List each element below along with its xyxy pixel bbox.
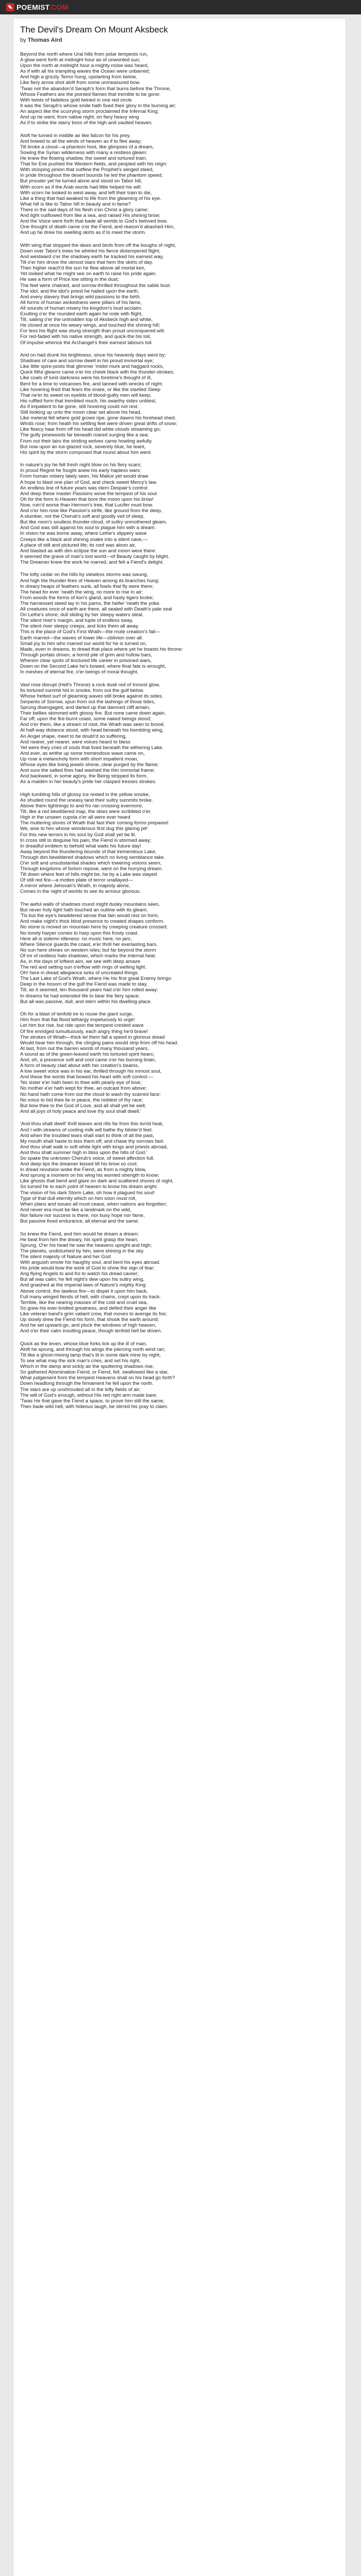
poem-line: In meshes of eternal fire, o'er beings of moral thought. <box>20 669 139 675</box>
poem-line: There in the sad days of his flesh s'en Christ a glory came; <box>20 207 149 213</box>
poem-line: No lonely harper comes to harp upon this frosty coast. <box>20 930 139 936</box>
poem-line: With wing that stripped the dews and birds from off the boughs of night, <box>20 242 176 248</box>
poem-line: Like ghosts that bend and glare on dark and scattered shores of night, <box>20 1178 174 1184</box>
poem-line: As if with all his trampling waves the Ocean were unbarred; <box>20 69 150 75</box>
poem-line: All forms of human wickedness were pillars of his fame, <box>20 299 142 306</box>
poem-line: His pride would bow the work of God to show the sign of fear; <box>20 1265 155 1272</box>
poem-line: With twists of fadeless gold twined in one red circle <box>20 97 132 103</box>
poem-line: Through portals driven, a horrid pile of grim and hollow bars, <box>20 652 152 658</box>
poem-line: The muttering stores of Wrath that fast their coming forms prepared: <box>20 820 169 826</box>
poem-line: Away beyond the thundering bounds of that tremendous Lake, <box>20 849 157 855</box>
poem-stanza <box>20 462 340 565</box>
poem-line: Then bade wild hell, with hideous laugh, be stirred his pray to claim. <box>20 1403 169 1410</box>
poem-line: At last, from out the barren womb of many thousand years, <box>20 1045 149 1052</box>
poem-line: In dreams he had extended life to bear the fiery space; <box>20 993 140 999</box>
poem-line: No hand hath come from out the cloud to wash thy scarred face; <box>20 1091 161 1097</box>
poem-line: And up he drew his swelling skirts as if to meet the storm. <box>20 230 146 236</box>
poem-line: The silent river's margin, and tuple of endless sway, <box>20 618 134 624</box>
poem-line: High in the unseen cupola o'er all were ever heard <box>20 815 130 821</box>
poem-line: He beat from him the dreary, his spirit grasp the heart, <box>20 1236 139 1243</box>
poem-line: An Angel shape, meet to be doubt'd so suffering, <box>20 733 127 739</box>
poem-line: Above them lightnings to and fro ran crossing evermore, <box>20 803 143 809</box>
poem-stanza <box>20 682 340 785</box>
poem-line: The gulfy pinewoods far beneath roared surging like a sea; <box>20 432 149 438</box>
poem-line: Creeps like a black and shining snake into a silent cave,— <box>20 536 148 543</box>
poem-line: Of fire enridged tumultuously, each angry thing he'd brave! <box>20 1028 149 1035</box>
poem-line: And on had drunk his brightness, since his heavenly days went by; <box>20 352 166 359</box>
poem-line: And deep lips the dreamer kissed till his brow so cool. <box>20 1161 138 1167</box>
poem-line: And bowed to all the winds of heaven as if to flee away; <box>20 138 142 144</box>
poem-line: All creatures once of earth are there, all sealed with Death's pale seal <box>20 606 172 613</box>
poem-line: The Dreamer knew the work he marred, and felt a Fiend's delight. <box>20 559 164 565</box>
poem-line: A hope to blast one plan of God, and check sweet Mercy's law. <box>20 479 157 485</box>
poem-line: The planets, undisturbed by him, were shining in the sky. <box>20 1248 144 1254</box>
poem-line: And nearer, yet nearer, were voices heard to bless <box>20 739 130 745</box>
poem-line: No sun here shines on western isles; but far beyond the storm <box>20 947 156 953</box>
poem-line: We, woe to him whose wonderous first dug this glaring pit! <box>20 826 148 832</box>
poem-line: He knew the flowing shadow, the sweet and tortured train, <box>20 156 147 162</box>
poem-line: Whose fretted surf of gleaming waves still broke against its sides. <box>20 693 163 699</box>
poem-line: Yet were they cries of souls that lived beneath the withering Lake. <box>20 744 164 751</box>
poem-line: Up slowly drew the Fiend his form, that shook the earth around; <box>20 1317 159 1323</box>
poem-line: The red and setting sun o'erflow with rings of welling light. <box>20 964 147 971</box>
poem-line: The idol, and the idol's priest he hailed upon the earth, <box>20 288 139 294</box>
poem-line: An aspect like the scurrying storm proclaimed the Infernal King; <box>20 108 159 114</box>
poem-line: The awful walls of shadows round might dusky mountains seen, <box>20 902 160 908</box>
poem-line: In proud Regret he fought anew his early hapless wars; <box>20 468 141 474</box>
poem-line: And o'er their calm insulting peace, though tenfold hell be driven. <box>20 1328 162 1334</box>
poem-line: Till broke a cloud—a phantom host, like glimpses of a dream, <box>20 144 154 150</box>
poem-line: Deep in the bosom of the gulf the Fiend was made to stay, <box>20 981 148 988</box>
poem-line: Aloft he turned in middle air like falcon for his prey, <box>20 132 131 139</box>
poem-line: In nature's joy he felt fresh night blow on his fiery scars; <box>20 462 142 468</box>
poem-line: Like little spire-posts that glimmer 'midst murk and haggard rocks, <box>20 364 164 370</box>
poem-line: Shadows of care and sorrow dwelt in his proud immortal eye; <box>20 358 154 364</box>
poem-line: As if impatient to be gone, still hovering could not rest. <box>20 403 139 410</box>
poem-line: Till, like a red bewildered map, the skies were scribbled o'er. <box>20 809 152 815</box>
poem-line: And blasted as with dim eclipse the sun and moon were there: <box>20 548 156 554</box>
poem-line: Like coals of lurid darkness were his foretime's thought of ill, <box>20 375 152 381</box>
poem-line: This is the place of God's First Wrath—the mute creation's fall— <box>20 629 160 635</box>
poem-line: And I with streams of cooling milk will bathe thy blister'd feet. <box>20 1127 153 1133</box>
poem-line: Whose eyes like living jewels shone, clear purged by the flame; <box>20 761 159 768</box>
poem-line: 'Twas He that gave the Fiend a space, to prove him still the same; <box>20 1398 165 1404</box>
poem-line: For red-faded with his native strength, and quick-the his toil, <box>20 334 151 340</box>
poem-line: Of impulse whence the Archangel's their earnest labours toil. <box>20 340 153 346</box>
poem-line: And high the thunder-fires of Heaven among its branches hung; <box>20 578 159 584</box>
poem-line: So spake the unknown Cherub's voice, of sweet affection full, <box>20 1155 155 1161</box>
poem-line: To see what may the sick man's cries, and set his right, <box>20 1358 141 1364</box>
poem-line: As a maiden in her beauty's pride her clasped tresses strokes. <box>20 779 157 785</box>
poem-line: Down headlong through the firmament he fell upon the north. <box>20 1381 154 1387</box>
poem-line: Whose Feathers are the pointed flames that tremble to be gone: <box>20 91 160 97</box>
poem-line: So gathered Abomination Fiend, or Fiend, fell, swallowed like a star, <box>20 1369 169 1376</box>
poem-line: 'And thou shalt dwell' thrill leaves and rills far from this torrid heat, <box>20 1121 163 1127</box>
poem-line: But now upon an ice-glazed rock, severely blue, he leant, <box>20 444 146 450</box>
poem-line: Above control, the lawless fire—to dispel it upon him back, <box>20 1288 148 1294</box>
poem-line: Like hovering fired that fears the snare, or like the startled Sleep <box>20 386 160 393</box>
poem-line: Which in the damp and sickly air the sputtering shadows rise, <box>20 1364 154 1370</box>
poem-line: For this new terrors in his soul by God shall yet be lit. <box>20 832 137 838</box>
poem-line: No stone is moved on mountain here by creeping creature crossed; <box>20 924 168 930</box>
poem-line: And high a grizzly Terror hung, upstarting from below, <box>20 74 137 80</box>
poem-line: 'Tis but the eye's bewildered sense that fain would rest on form, <box>20 913 159 919</box>
poem-line: Up rose a melancholy form with short impatient moan, <box>20 756 139 762</box>
poem-line: As shuded round the uneasy land their sultry summits broke. <box>20 797 153 803</box>
poem-body <box>20 52 340 1416</box>
poem-line: The silent river sleepy creeps, and licks them all away. <box>20 623 139 630</box>
poem-line: That for Eve pushed the Western fields, and peopled with his reign: <box>20 161 168 167</box>
logo-wordmark: POEMIST <box>17 3 49 11</box>
poem-line: From human misery lately seen, his Malice yet would draw <box>20 473 149 480</box>
poem-line: From woods the forms of lion's gland, and hasty tigers broke; <box>20 595 154 601</box>
poem-stanza <box>20 572 340 675</box>
poem-line: With anguish smote his haughty soul, and bent his eyes abroad. <box>20 1260 160 1266</box>
poem-line: And sprung a moment on his wing his worried strength to know; <box>20 1173 159 1179</box>
poem-line: But bow thee to the God of Love, and all shall yet be well, <box>20 1103 146 1109</box>
poem-line: Like fleecy haar from off his head did white clouds streaming go; <box>20 427 161 433</box>
poem-line: Earth marred—the waves of lower life—oblivion over all. <box>20 635 143 641</box>
poem-line: Wherein clear spots of tinctured life career in prisoned wars, <box>20 657 152 664</box>
site-logo[interactable] <box>6 3 68 12</box>
poem-line: And sure the salted fires had washed the thin immortal frame; <box>20 768 155 774</box>
poem-line: On Lethe's shore; dull sliding by her sleepy waters steal. <box>20 612 144 618</box>
poem-line: And o'er them, like a stream of mist, the Wrath was seen to brood. <box>20 722 165 728</box>
poem-line: Till o'er him drove the utmost stars that hem the skirts of day. <box>20 260 153 266</box>
poem-line: But prouder yet he turned alone and stood on Tabor hill, <box>20 178 142 184</box>
poem-line: The will of God's enough, without His red right arm made bare; <box>20 1392 157 1398</box>
poem-line: Aloft he sprung, and through his wings the piercing north wind ran; <box>20 1346 166 1352</box>
poem-line: In cross still to disguise his pain, the Fiend is stormed away; <box>20 837 152 843</box>
poem-line: And make night's thick blind presence to created shapes conform. <box>20 919 165 925</box>
poem-line: Its tortured summit hid in smoke, from out the gulf below. <box>20 687 144 693</box>
poem-line: An endless line of future years was stern Despair's control <box>20 485 147 491</box>
poem-title: The Devil's Dream On Mount Aksbeck <box>20 25 168 35</box>
poem-line: It was the Seraph's whose smile hath fixed their glory in the burning air; <box>20 103 176 109</box>
poem-line: All sounds of human misery his kingdom's loud acclaim. <box>20 305 142 311</box>
poem-line: The vision of his dark Storm Lake, oh how it plagued his soul! <box>20 1190 155 1196</box>
poem-line: Comes in the night of worlds to see its armour glorious. <box>20 889 141 895</box>
poem-line: A glow went forth at midnight hour as of unwonted sun; <box>20 57 141 63</box>
poem-line: For less his flight was stung strength than proud unconquered will. <box>20 328 166 334</box>
site-header <box>0 0 361 14</box>
poem-line: A low sweet voice was in his ear, thrilled through his inmost soul, <box>20 1069 162 1075</box>
poem-line: Through kingdoms of forlorn repose, went on the hurrying dream. <box>20 866 163 872</box>
poem-line: A form of beauty clad about with her creation's beams, <box>20 1063 139 1069</box>
poem-line: And God was still against his soul to plague him with a dream. <box>20 525 156 531</box>
poem-line: Down over Tabor's trees he whirled his fierce distempered flight; <box>20 248 160 254</box>
poem-stanza <box>20 1121 340 1224</box>
poem-line: Of ire of restless halo shadows, which marks the internal heat. <box>20 953 156 959</box>
poem-line: Made, even in dreams, to dread that place where yet he boasts his throne: <box>20 646 183 652</box>
poem-line: What hill is like to Tabor hill in beauty and in fame? <box>20 201 131 207</box>
poem-line: But all was passive, dull, and stern within his dwelling-place. <box>20 998 152 1005</box>
poem-line: And up he went, from native night, on fiery heavy wing <box>20 114 139 121</box>
poem-line: Nor failure nor success is there, nor busy hope nor fame, <box>20 1212 145 1218</box>
poem-line: But never holy light hath touched an outline with its gleam; <box>20 907 148 913</box>
poem-stanza <box>20 133 340 236</box>
poem-line: Like veteran band's grim valiant crow, that moves to avenge its foe; <box>20 1311 167 1317</box>
poem-line: It seemed the grave of man's lost world—of Beauty caught by blight. <box>20 553 170 560</box>
poem-line: He closed at once his weary wings, and touched the shining hill; <box>20 323 160 329</box>
poem-line: No mother e'er hath wept for thee, an outcast from above; <box>20 1086 147 1092</box>
author-prefix: by <box>20 37 26 43</box>
poem-line: Of still red fire—a molten plate of terror unallayed— <box>20 877 133 884</box>
poem-line: Him from that flat flood lethargy impetuously to urge! <box>20 1017 135 1023</box>
poem-line: 'No sister e'er hath been to thee with pearly eye of love; <box>20 1080 142 1086</box>
poem-line: And thou shalt summer high in bliss upon the hills of God.' <box>20 1149 147 1156</box>
poem-line: Till down where feet of hills might be, he by a Lake was stayed <box>20 872 157 878</box>
poem-line: 'Twas not the abandon'd Seraph's form that burns before the Throne, <box>20 86 171 92</box>
poem-line: So knew the Fiend, and him would he dream a dream; <box>20 1231 139 1237</box>
poem-line: With scorn as if the Arab words had little helped his will: <box>20 184 142 190</box>
poem-line: Now, ruin'd worse than Hermon's tree, that Lucifer must bow. <box>20 502 154 508</box>
poemist-logo-icon: ✎ <box>6 3 14 11</box>
poem-line: Sowing the Syrian wilderness with many a restless gleam: <box>20 150 147 156</box>
poem-line: Their bellies skimmed with glossy fire. But none came down again. <box>20 710 166 717</box>
poem-line: And gnashed at the imperial laws of Nature's mighty King; <box>20 1282 147 1289</box>
poem-line: And every slavery that brings wild passions to the birth. <box>20 294 141 300</box>
poem-line: Here all is solemn idleness: no music here, no jars, <box>20 936 132 942</box>
poem-line: So grew his ever-bridled greatness, and defied their anger like <box>20 1305 156 1311</box>
poem-line: And ever, as writhe up some tremendous wave came on, <box>20 750 145 756</box>
poem-line: No voice to bid thee lie in peace, the noblest of thy race; <box>20 1097 143 1103</box>
poem-line: Like meteral fell where gold grows ripe, gone dawns his forehead shed. <box>20 415 176 421</box>
poem-line: His spirit by the storm composed that round about him went. <box>20 449 152 455</box>
poem-line: And o'er him rose like Passion's strife, like ground from the deep, <box>20 508 162 514</box>
poem-line: And, oh, a presence soft and cool came o'er his burning brain, <box>20 1057 156 1063</box>
poem-line: With stooping pinion that outflew the Prophet's winged steed, <box>20 167 154 173</box>
poem-line: Still looking up unto the moon clear set above his head, <box>20 410 142 416</box>
poem-line: But passive fixed endurance, all eternal and the same. <box>20 1218 139 1224</box>
poem-line: What judgement from the tempest Heavens shall on his head go forth? <box>20 1375 175 1381</box>
poem-line: Ang flying Angels to and fro to watch his dread career; <box>20 1271 139 1277</box>
poem-line: And deep these master Passions wove the tempest of his soul. <box>20 490 158 497</box>
poem-stanza <box>20 1341 340 1410</box>
poem-line: A mirror where Jehovah's Wrath, in majesty alone, <box>20 883 130 889</box>
poem-line: Till, as it seemed, ten thousand years had o'er him rolled away: <box>20 987 158 993</box>
poem-line: But like noon's soulless thunder-cloud, of sultry unmothered gleam. <box>20 519 168 526</box>
poem-line: As, in the days of loftiest aim, we see with deep amaze <box>20 958 141 964</box>
poem-line: One thought of death came o'er the Fiend, and reason'd abashed Him, <box>20 224 175 230</box>
poem-line: Vast rose disrupt (Hell's Throne) a rock dusk red of Inmost glow, <box>20 682 160 688</box>
poem-line: A slumber, not the Cherub's soft and goodly veil of sleep, <box>20 514 145 520</box>
logo-suffix: .COM <box>48 3 69 11</box>
poem-line: The head for ever 'neath the wing, no more to rise in air; <box>20 589 143 595</box>
poem-line: His ruffled form that trembled much, his swarthy sides unblest, <box>20 398 157 404</box>
poem-line: Like fiery arrow shot aloft from some unmeasured bow. <box>20 80 141 86</box>
poem-line: As if to strike the starry boss of the high and vaulted heaven. <box>20 120 153 126</box>
poem-stanza <box>20 792 340 895</box>
poem-line: Down on the Second Lake he's bowed, where final fate is wrought, <box>20 663 166 669</box>
poem-line: And these the words that bowed his heart with soft control:— <box>20 1074 154 1080</box>
poem-line: Quick as the leven, whose blue forks lick up the ill of man, <box>20 1341 147 1347</box>
poem-line: And all joys of holy peace and love thy soul shall dwell.' <box>20 1108 141 1114</box>
poem-line: Small joy to him who marred our world for he is turned on, <box>20 640 147 647</box>
poem-line: Like a thing that had awaked to life from the gleaming of his eye. <box>20 195 161 201</box>
poem-line: Serpents of Sorrow, spun from out the lashings of those tides, <box>20 699 155 705</box>
poem-line: In dread revulsion woke the Fiend, as from a mighty blow, <box>20 1167 146 1173</box>
poem-line: High tumbling hills of glossy ice rested in the yellow smoke, <box>20 791 150 798</box>
poem-stanza <box>20 1011 340 1114</box>
poem-line: The lofty cedar on the hills by viewless storms was swung, <box>20 572 148 578</box>
poem-line: So turned he to each point of heaven to know his dream aright. <box>20 1184 158 1190</box>
poem-line: Would bear him through, the clinging pains would strip from off his head. <box>20 1040 178 1046</box>
poem-line: He saw a form of Price low sitting in the dust; <box>20 277 119 283</box>
poem-line: And when the troubled tears shall start to think of all the past, <box>20 1132 154 1139</box>
author-name[interactable]: Thomas Aird <box>27 37 62 43</box>
poem-line: Oh! here in dread allegiance lurks of uncreated things. <box>20 970 139 976</box>
poem-line: The Last Lake of God's Wrath, where He his first great Enemy brings: <box>20 976 172 982</box>
poem-line: Far off, upon the fire-burnt coast, some naked beings stood; <box>20 716 152 722</box>
poem-line: And the Voice went forth that bade all worlds to God's beloved bow. <box>20 218 168 225</box>
poem-line: But all was calm; he felt night's dew upon his sultry wing, <box>20 1277 144 1283</box>
poem-line: Winds rose; from heath his settling feet were driven great drifts of snow; <box>20 421 177 427</box>
poem-stanza <box>20 352 340 455</box>
poem-line: And never era must be like a landmark on the wild, <box>20 1207 132 1213</box>
poem-line: The strokes of Wrath—thick let them fall a speed in glorious dread <box>20 1034 165 1040</box>
poem-line: Then higher reach'd the sun he flew above all mortal ken, <box>20 265 146 272</box>
poem-line: The silent majesty of Nature and her God <box>20 1253 111 1260</box>
poem-line: Yet looked what he might see on earth to raise his pride again. <box>20 271 157 277</box>
poem-line: Type of that dull eternity which on him soon must roll, <box>20 1195 137 1201</box>
poem-line: Sprung disengaged, and darted up that damned cliff amain, <box>20 705 151 711</box>
poem-line: Through dim bewildered shadows which no living semblance take. <box>20 854 166 860</box>
poem-line: From out their lairs the striding wolves came howling awfully. <box>20 438 153 444</box>
poem-stanza <box>20 902 340 1005</box>
poem-line: Till, sailing o'er the untrodden top of Aksbeck high and white, <box>20 317 153 323</box>
poem-line: Upon the north at midnight hour a mighty noise was heard, <box>20 63 149 69</box>
poem-line: In vision he was borne away, where Lethe's slippery wave <box>20 531 147 537</box>
poem-line: Quick fitful gleams came o'er his cheek black with the thunder-strokes; <box>20 369 174 376</box>
poem-line: Oh for the form in Heaven that bore the moon upon his brow! <box>20 496 154 502</box>
poem-line: Exulting o'er the rounded earth again he rode with flight, <box>20 311 143 317</box>
poem-line: When plans and issues all must cease, when nations are forgotten; <box>20 1201 167 1207</box>
poem-line: In pride throughout the desert bounds he led the phantom speed; <box>20 173 163 179</box>
poem-line: Oh for a blast of tenfold ire to rouse the giant surge, <box>20 1011 134 1018</box>
poem-line: My mouth shall haste to kiss them off, and chase thy sorrows fast. <box>20 1138 165 1144</box>
poem-line: A place of still and pictured life; its roof was aloon air, <box>20 542 136 548</box>
poem-line: Where Silence guards the coast, e'er thrill her everlasting bars. <box>20 941 158 947</box>
poem-line: Full many winged fiends of hell, with chains, crept upon its track. <box>20 1294 161 1300</box>
poem-line: Till like a ghost-mining lamp that's lit in some dark mine by night, <box>20 1352 161 1358</box>
poem-line: With scorn he looked to west away, and left their train to die, <box>20 190 152 196</box>
poem-line: Beyond the north where Ural hills from polar tempests run, <box>20 52 148 57</box>
poem-line: In dreary heaps of feathers sunk, all fowls that fly were there; <box>20 583 154 589</box>
poem-line: Bent for a time to volcanoes fire, and tanned with wrecks of night. <box>20 381 163 387</box>
poem-line: And light outflowed from like a sea, and raised His shining brow; <box>20 213 160 219</box>
poem-line: That ne'er its sweet on eyelids of blood-guilty men will keep, <box>20 392 152 398</box>
poem-card <box>13 19 346 2576</box>
poem-line: And thou shalt walk in soft white light with kings and priests abroad, <box>20 1144 168 1150</box>
poem-line: And backward, in some agony, the Being stripped its form, <box>20 773 148 779</box>
poem-line: A sound as of the green-leaved earth his tortured spirit hears; <box>20 1051 155 1057</box>
poem-line: The feet were chained, and sorrow-thrilled throughout the sable bust. <box>20 282 171 289</box>
poem-stanza <box>20 243 340 346</box>
logo-text <box>17 3 68 11</box>
poem-line: Let him but rise, but ride upon the tempest-crested wave <box>20 1023 144 1029</box>
poem-line: Terrible, like the nearing masses of the cold and cruel sea, <box>20 1299 148 1306</box>
poem-line: Sprung. O'er his head he saw the heavens upright and high; <box>20 1242 152 1248</box>
poem-line: And westward o'er the shadowy earth he tracked his earnest way, <box>20 254 164 260</box>
poem-stanza <box>20 52 340 126</box>
poem-line: O'er soft and unsubstantial shades which towering visions seem, <box>20 860 162 866</box>
poem-line: And he set upward-go, and pluck the windows of high heaven, <box>20 1323 157 1329</box>
poem-line: The harnessed steed lay in his parns, the heifer 'neath the yoke. <box>20 600 161 606</box>
poem-line: The stars are up unshrouded all in the lofty fields of air; <box>20 1386 141 1393</box>
poem-stanza <box>20 1231 340 1334</box>
poem-line: In dreadful emblem to behold what waits his future day! <box>20 843 141 849</box>
poem-byline <box>20 37 62 43</box>
poem-line: At half-way distance stood, with head beneath his trembling wing, <box>20 727 163 734</box>
